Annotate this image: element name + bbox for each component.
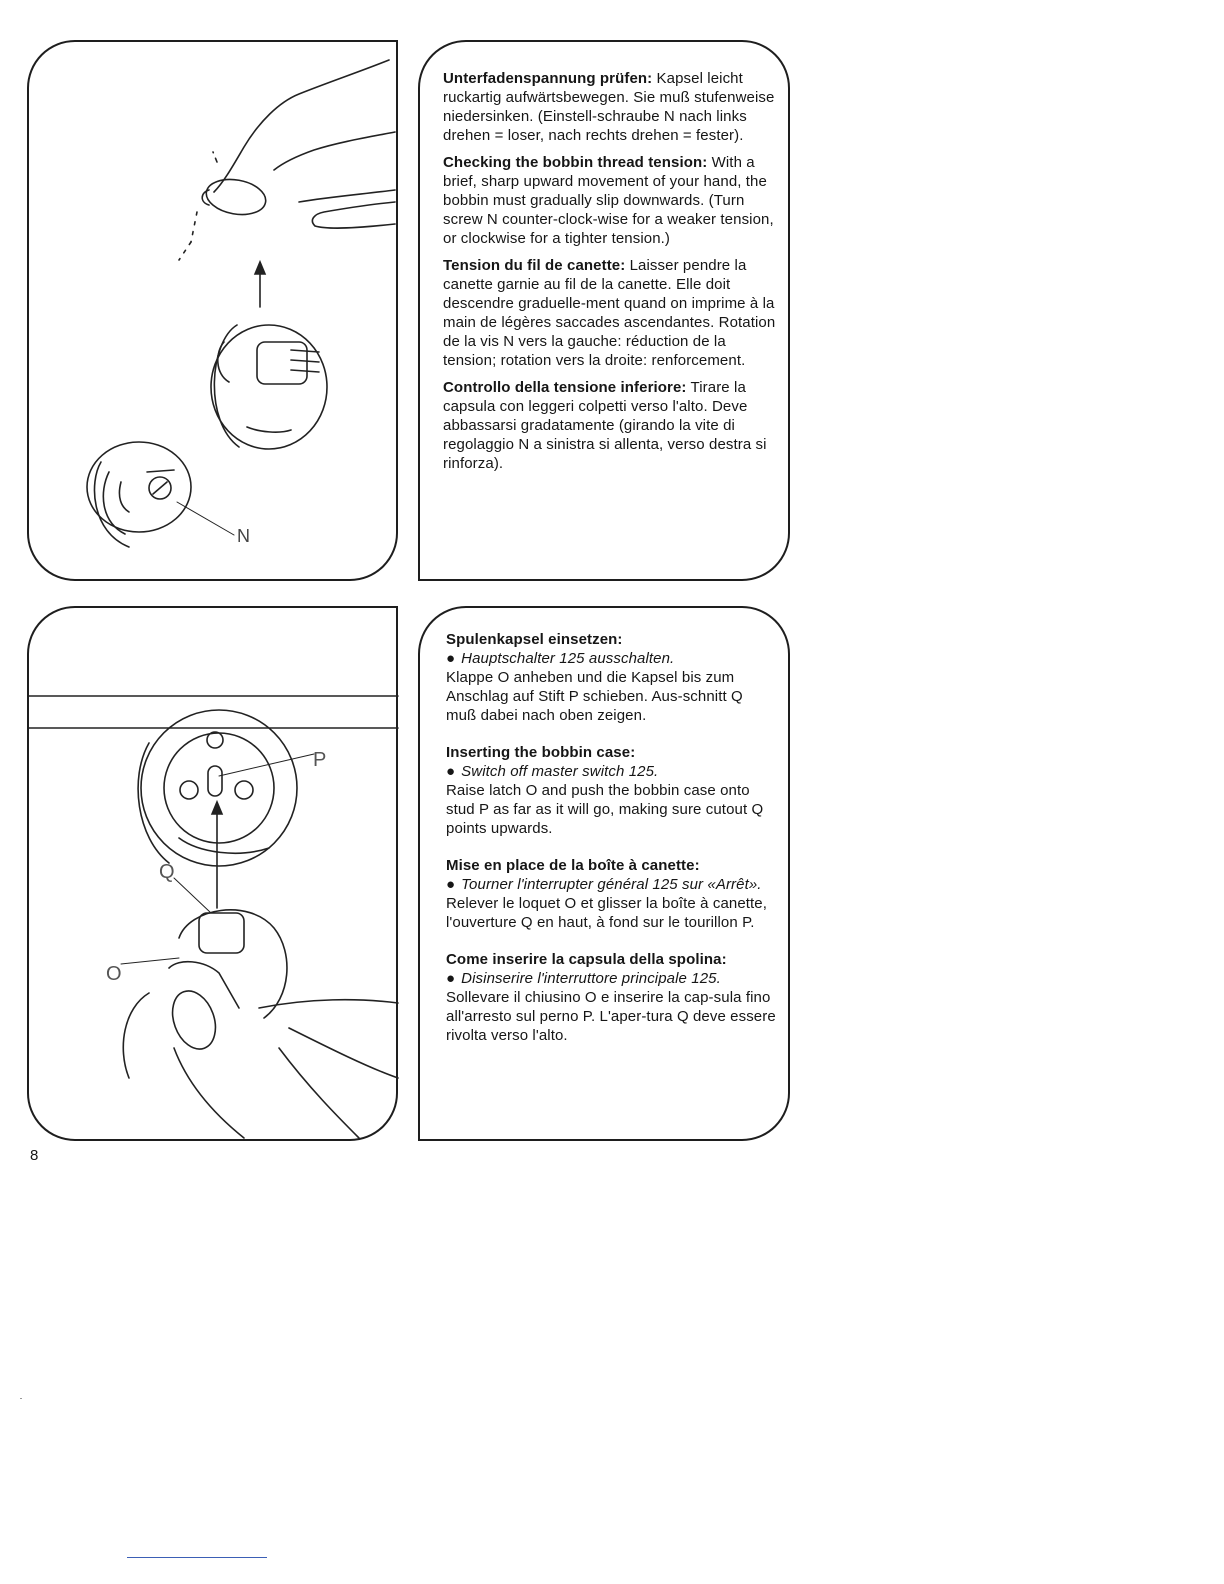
text-panel-insert-bobbin-case <box>418 606 790 1141</box>
block-german <box>446 630 776 725</box>
bottom-rule <box>127 1557 267 1558</box>
bullet-dot: ● <box>446 876 456 893</box>
heading-french: Mise en place de la boîte à canette: <box>446 857 700 874</box>
insert-bobbin-case-illustration <box>29 608 400 1143</box>
block-french <box>446 856 776 932</box>
bobbin-tension-illustration <box>29 42 400 583</box>
paragraph-french: Tension du fil de canette: Laisser pendre la canette garnie au fil de la canette. Elle doit descendre graduelle-ment quand on imprime à la main de légères saccades ascendantes. Rotation de la vis N vers la gauche: réduction de la tension; rotation vers la droite: renforcement. <box>443 257 776 369</box>
body-english: Raise latch O and push the bobbin case onto stud P as far as it will go, making sure cutout Q points upwards. <box>446 782 764 837</box>
body-german: Klappe O anheben und die Kapsel bis zum Anschlag auf Stift P schieben. Aus-schnitt Q muß dabei nach oben zeigen. <box>446 669 743 724</box>
body-french: Relever le loquet O et glisser la boîte à canette, l'ouverture Q en haut, à fond sur le tourillon P. <box>446 895 768 931</box>
tension-instructions <box>443 69 777 481</box>
body-italian: Sollevare il chiusino O e inserire la cap-sula fino all'arresto sul perno P. L'aper-tura Q deve essere rivolta verso l'alto. <box>446 989 776 1044</box>
bullet-french: ● Tourner l'interrupter général 125 sur «Arrêt». <box>446 876 762 893</box>
illustration-panel-bobbin-tension <box>27 40 398 581</box>
callout-label-o: O <box>106 963 122 985</box>
heading-italian: Come inserire la capsula della spolina: <box>446 951 727 968</box>
callout-label-p: P <box>313 749 327 771</box>
bullet-dot: ● <box>446 763 456 780</box>
heading-english: Inserting the bobbin case: <box>446 744 636 761</box>
bullet-italian: ● Disinserire l'interruttore principale 125. <box>446 970 721 987</box>
paragraph-english: Checking the bobbin thread tension: With a brief, sharp upward movement of your hand, the bobbin must gradually slip downwards. (Turn screw N counter-clock-wise for a weaker tension, or clockwise for a tighter tension.) <box>443 154 774 247</box>
heading-german: Spulenkapsel einsetzen: <box>446 631 623 648</box>
block-italian <box>446 950 776 1045</box>
text-panel-bobbin-tension <box>418 40 790 581</box>
paragraph-italian: Controllo della tensione inferiore: Tirare la capsula con leggeri colpetti verso l'alto. Deve abbassarsi gradatamente (girando la vite di regolaggio N a sinistra si allenta, verso destra si rinforza). <box>443 379 767 472</box>
scan-speck <box>20 1398 22 1399</box>
callout-label-n: N <box>237 526 250 546</box>
bullet-english: ● Switch off master switch 125. <box>446 763 659 780</box>
page-number: 8 <box>30 1147 39 1164</box>
insert-instructions <box>446 630 776 1063</box>
bullet-dot: ● <box>446 970 456 987</box>
bullet-german: ● Hauptschalter 125 ausschalten. <box>446 650 675 667</box>
paragraph-german: Unterfadenspannung prüfen: Kapsel leicht ruckartig aufwärtsbewegen. Sie muß stufenweise niedersinken. (Einstell-schraube N nach links drehen = loser, nach rechts drehen = fester). <box>443 70 775 144</box>
callout-label-q: Q <box>159 861 175 883</box>
illustration-panel-insert-bobbin-case <box>27 606 398 1141</box>
bullet-dot: ● <box>446 650 456 667</box>
block-english <box>446 743 776 838</box>
